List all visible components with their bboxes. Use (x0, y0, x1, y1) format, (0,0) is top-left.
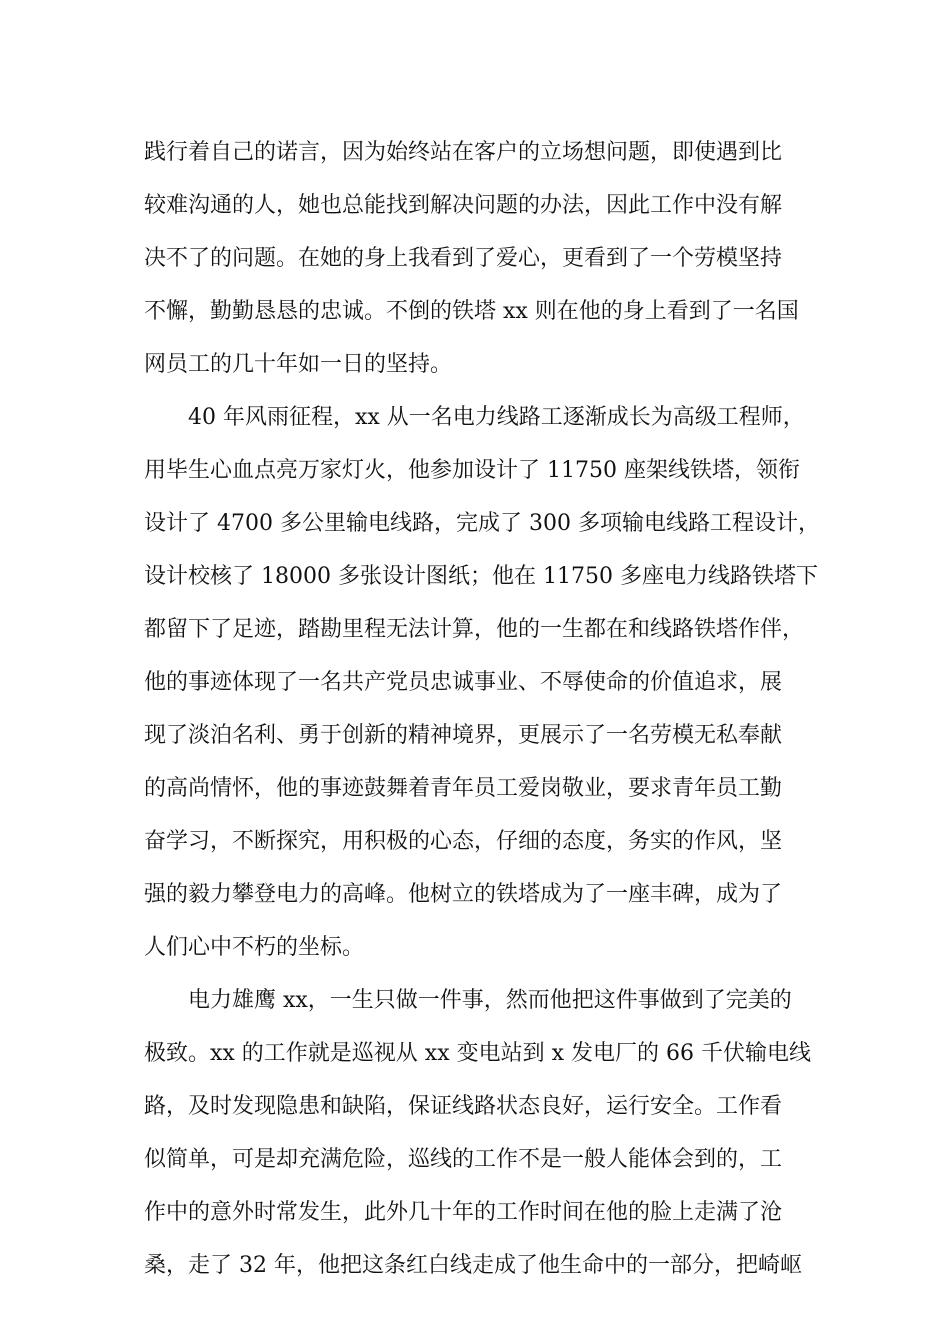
text-line: 似简单，可是却充满危险，巡线的工作不是一般人能体会到的，工 (144, 1147, 783, 1172)
text-line: 极致。xx 的工作就是巡视从 xx 变电站到 x 发电厂的 66 千伏输电线 (144, 1041, 811, 1066)
text-line: 强的毅力攀登电力的高峰。他树立的铁塔成为了一座丰碑，成为了 (144, 882, 783, 907)
text-line: 设计了 4700 多公里输电线路，完成了 300 多项输电线路工程设计， (144, 511, 820, 536)
text-line: 桑，走了 32 年，他把这条红白线走成了他生命中的一部分，把崎岖 (144, 1253, 802, 1278)
text-line: 都留下了足迹，踏勘里程无法计算，他的一生都在和线路铁塔作伴， (144, 617, 805, 642)
text-line: 网员工的几十年如一日的坚持。 (144, 352, 453, 377)
text-line: 作中的意外时常发生，此外几十年的工作时间在他的脸上走满了沧 (144, 1200, 783, 1225)
text-line: 人们心中不朽的坐标。 (144, 935, 365, 960)
text-line: 奋学习，不断探究，用积极的心态，仔细的态度，务实的作风，坚 (144, 829, 783, 854)
paragraph-first-line: 40 年风雨征程，xx 从一名电力线路工逐渐成长为高级工程师， (188, 405, 805, 430)
paragraph-first-line: 电力雄鹰 xx，一生只做一件事，然而他把这件事做到了完美的 (188, 988, 792, 1013)
text-line: 他的事迹体现了一名共产党员忠诚事业、不辱使命的价值追求，展 (144, 670, 783, 695)
text-line: 设计校核了 18000 多张设计图纸；他在 11750 多座电力线路铁塔下 (144, 564, 818, 589)
text-line: 用毕生心血点亮万家灯火，他参加设计了 11750 座架线铁塔，领衔 (144, 458, 800, 483)
text-line: 的高尚情怀，他的事迹鼓舞着青年员工爱岗敬业，要求青年员工勤 (144, 776, 783, 801)
text-line: 现了淡泊名利、勇于创新的精神境界，更展示了一名劳模无私奉献 (144, 723, 783, 748)
text-line: 决不了的问题。在她的身上我看到了爱心，更看到了一个劳模坚持 (144, 246, 783, 271)
text-line: 较难沟通的人，她也总能找到解决问题的办法，因此工作中没有解 (144, 193, 783, 218)
text-line: 不懈，勤勤恳恳的忠诚。不倒的铁塔 xx 则在他的身上看到了一名国 (144, 299, 799, 324)
text-line: 路，及时发现隐患和缺陷，保证线路状态良好，运行安全。工作看 (144, 1094, 783, 1119)
text-line: 践行着自己的诺言，因为始终站在客户的立场想问题，即使遇到比 (144, 140, 783, 165)
document-body (144, 126, 824, 1292)
